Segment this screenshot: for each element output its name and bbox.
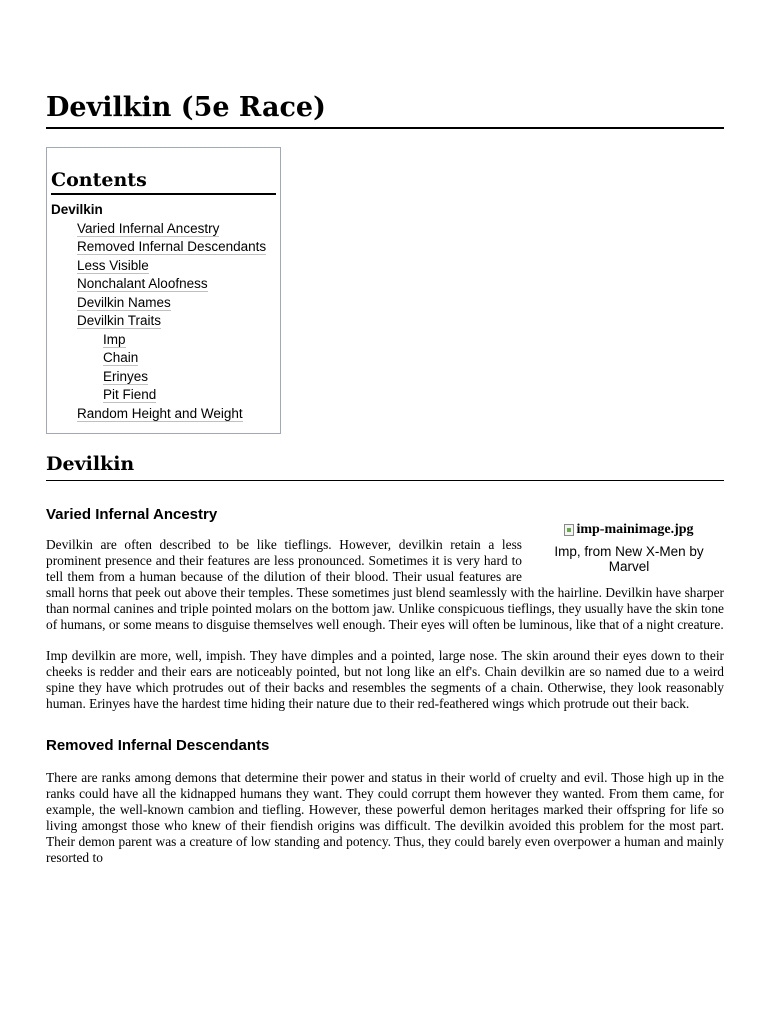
toc-link-label: Nonchalant Aloofness <box>77 276 208 291</box>
toc-link[interactable] <box>77 294 276 313</box>
image-alt-text: imp-mainimage.jpg <box>576 522 694 537</box>
page-title: Devilkin (5e Race) <box>46 92 724 129</box>
toc-link[interactable] <box>51 201 276 220</box>
toc-link[interactable] <box>77 257 276 276</box>
toc-link-label: Pit Fiend <box>103 387 157 402</box>
toc-link[interactable] <box>77 405 276 424</box>
toc-link-label: Imp <box>103 331 126 347</box>
toc-link-label: Devilkin Names <box>77 294 171 310</box>
toc-link[interactable] <box>103 349 276 368</box>
toc-link-label: Less Visible <box>77 257 149 273</box>
toc-heading: Contents <box>51 168 276 195</box>
toc-link-label: Removed Infernal Descendants <box>77 239 267 254</box>
toc-link-label: Devilkin <box>51 202 103 217</box>
toc-list <box>51 201 276 423</box>
toc-link[interactable] <box>77 312 276 331</box>
paragraph: Imp devilkin are more, well, impish. They have dimples and a pointed, large nose. The skin around their eyes down to their cheeks is redder and their ears are noticeably pointed, but not long like an elf's. Chain devilkin are so named due to a weird spine they have which protrudes out of their backs and resembles the segments of a chain. Otherwise, they look reasonably human. Erinyes have the hardest time hiding their nature due to their red-feathered wings which protrude out their back. <box>46 647 724 711</box>
toc-link[interactable] <box>77 238 276 257</box>
toc-link[interactable] <box>77 275 276 294</box>
toc-link-label: Varied Infernal Ancestry <box>77 220 220 236</box>
page <box>46 0 724 867</box>
subheading-removed-infernal-descendants: Removed Infernal Descendants <box>46 736 270 754</box>
toc-link[interactable] <box>77 220 276 239</box>
toc-link-label: Devilkin Traits <box>77 313 162 328</box>
toc-link[interactable] <box>103 386 276 405</box>
paragraph: Devilkin are often described to be like tieflings. However, devilkin retain a less prominent presence and their features are less pronounced. Sometimes it is very hard to tell them from a human because of the dilution of their blood. Their usual features are small horns that peek out above their temples. These sometimes just blend seamlessly with the hairline. Devilkin have sharper than normal canines and triple pointed molars on the bottom jaw. Unlike conspicuous tieflings, they usually have the skin tone of humans, or some means to disguise themselves well enough. Their eyes will often be luminous, like that of a night creature. <box>46 537 724 633</box>
subheading-varied-infernal-ancestry: Varied Infernal Ancestry <box>46 506 218 523</box>
toc-link-label: Random Height and Weight <box>77 405 243 421</box>
figure-imp <box>534 521 724 574</box>
toc-link[interactable] <box>103 368 276 387</box>
broken-image[interactable] <box>564 521 693 539</box>
toc-link-label: Chain <box>103 350 139 365</box>
table-of-contents <box>46 147 281 434</box>
broken-image-icon <box>564 524 574 536</box>
section-heading-devilkin: Devilkin <box>46 452 724 481</box>
toc-link-label: Erinyes <box>103 368 149 384</box>
paragraph: There are ranks among demons that determine their power and status in their world of cruelty and evil. Those high up in the ranks could have all the kidnapped humans they want. They could corrupt them however they wanted. From them came, for example, the well-known cambion and tiefling. However, these powerful demon heritages marked their offspring for life so living amongst those who knew of their fiendish origins was difficult. The devilkin avoided this problem for the most part. Their demon parent was a creature of low standing and potency. Thus, they could barely even overpower a human and mainly resorted to <box>46 769 724 866</box>
figure-caption: Imp, from New X-Men by Marvel <box>554 544 704 574</box>
toc-link[interactable] <box>103 331 276 350</box>
